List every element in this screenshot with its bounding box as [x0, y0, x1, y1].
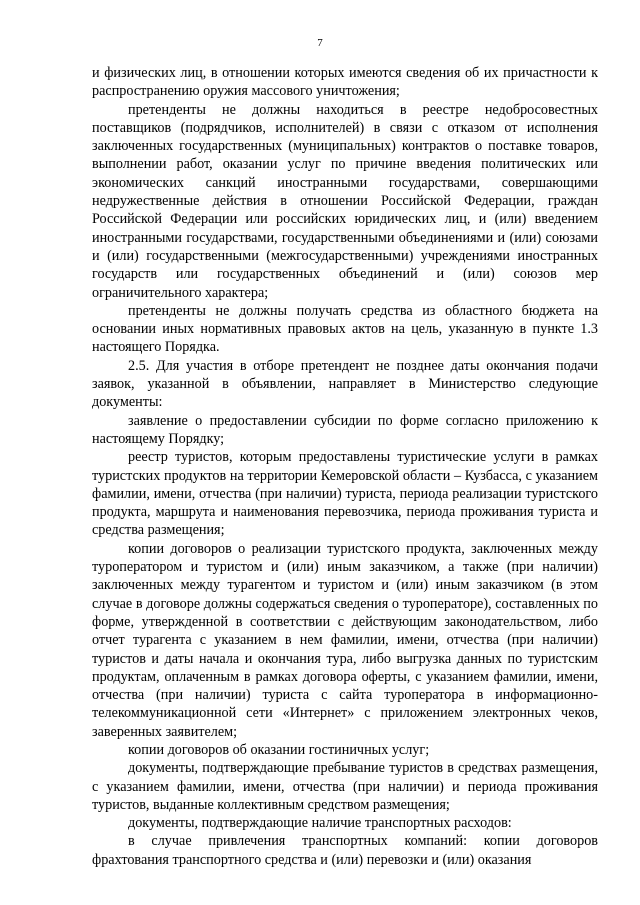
paragraph: 2.5. Для участия в отборе претендент не позднее даты окончания подачи заявок, указанной в объявлении, направляет в Министерство следующие документы: [92, 357, 598, 411]
paragraph: документы, подтверждающие пребывание туристов в средствах размещения, с указанием фамилии, имени, отчества (при наличии) и периода проживания туристов, выданные коллективным средством размещения; [92, 760, 598, 813]
paragraph: реестр туристов, которым предоставлены туристические услуги в рамках туристских продуктов на территории Кемеровской области – Кузбасса, с указанием фамилии, имени, отчества (при наличии) туриста, периода реализации туристского продукта, маршрута и наименования перевозчика, периода проживания туриста и средства размещения; [92, 449, 598, 539]
page-number: 7 [317, 37, 323, 49]
paragraph: претенденты не должны находиться в реестре недобросовестных поставщиков (подрядчиков, исполнителей) в связи с отказом от исполнения заключенных государственных (муниципальных) контрактов о поставке товаров, выполнении работ, оказании услуг по причине введения политических или экономических санкций иностранными государствами, совершающими недружественные действия в отношении Российской Федерации, граждан Российской Федерации или российских юридических лиц, и (или) введением иностранными государствами, государственными объединениями и (или) союзами и (или) государственными (межгосударственными) учреждениями иностранных государств или государственных объединений и (или) союзов мер ограничительного характера; [92, 101, 598, 301]
paragraph: документы, подтверждающие наличие транспортных расходов: [128, 815, 512, 832]
paragraph: заявление о предоставлении субсидии по форме согласно приложению к настоящему Порядку; [92, 412, 598, 447]
paragraph: и физических лиц, в отношении которых имеются сведения об их причастности к распространению оружия массового уничтожения; [92, 65, 598, 100]
paragraph: копии договоров об оказании гостиничных услуг; [128, 741, 430, 758]
paragraph: претенденты не должны получать средства из областного бюджета на основании иных нормативных правовых актов на цель, указанную в пункте 1.3 настоящего Порядка. [92, 302, 598, 356]
paragraph: копии договоров о реализации туристского продукта, заключенных между туроператором и туристом и (или) иным заказчиком, а также (при наличии) заключенных между турагентом и туристом и (или) иным заказчиком (в этом случае в договоре должны содержаться сведения о туроператоре), составленных по форме, утвержденной в соответствии с действующим законодательством, либо отчет турагента с указанием в нем фамилии, имени, отчества (при наличии) туристов и даты начала и окончания тура, либо выгрузка данных по туристским продуктам, оплаченным в рамках договора оферты, с указанием фамилии, имени, отчества (при наличии) туриста с сайта туроператора в информационно-телекоммуникационной сети «Интернет» с приложением электронных чеков, заверенных заявителем; [92, 540, 598, 740]
paragraph: в случае привлечения транспортных компаний: копии договоров фрахтования транспортного средства и (или) перевозки и (или) оказания [92, 833, 598, 868]
document-body [92, 64, 598, 869]
